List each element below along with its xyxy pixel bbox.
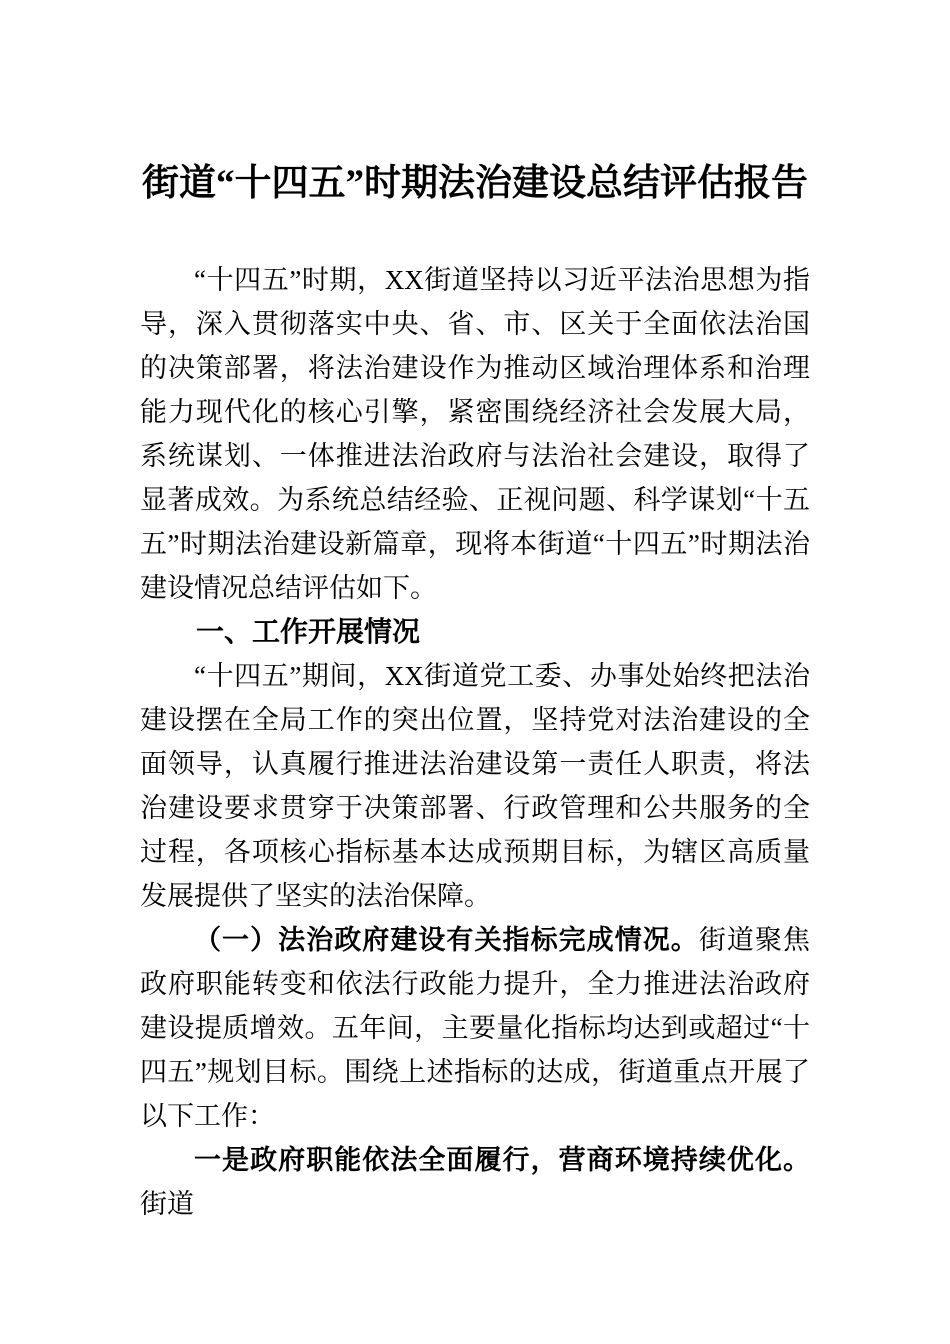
item-lead: 一是政府职能依法全面履行，营商环境持续优化。: [194, 1145, 810, 1175]
section-paragraph: [140, 654, 810, 918]
intro-paragraph: [140, 258, 810, 610]
intro-paragraph-text: “十四五”时期，XX街道坚持以习近平法治思想为指导，深入贯彻落实中央、省、市、区关于全面依法治国的决策部署，将法治建设作为推动区域治理体系和治理能力现代化的核心引擎，紧密围绕经济社会发展大局，系统谋划、一体推进法治政府与法治社会建设，取得了显著成效。为系统总结经验、正视问题、科学谋划“十五五”时期法治建设新篇章，现将本街道“十四五”时期法治建设情况总结评估如下。: [140, 265, 810, 603]
subsection-text: 街道聚焦政府职能转变和依法行政能力提升，全力推进法治政府建设提质增效。五年间，主要量化指标均达到或超过“十四五”规划目标。围绕上述指标的达成，街道重点开展了以下工作：: [140, 925, 811, 1131]
item-text: 街道: [140, 1189, 194, 1219]
document-body: [140, 258, 810, 1226]
subsection-lead: （一）法治政府建设有关指标完成情况。: [194, 925, 699, 955]
subsection-paragraph: [140, 918, 810, 1138]
item-paragraph: [140, 1138, 810, 1226]
document-title: 街道“十四五”时期法治建设总结评估报告: [142, 163, 808, 204]
section-paragraph-text: “十四五”期间，XX街道党工委、办事处始终把法治建设摆在全局工作的突出位置，坚持党对法治建设的全面领导，认真履行推进法治建设第一责任人职责，将法治建设要求贯穿于决策部署、行政管理和公共服务的全过程，各项核心指标基本达成预期目标，为辖区高质量发展提供了坚实的法治保障。: [140, 661, 810, 911]
section-heading-work-progress: 一、工作开展情况: [196, 616, 421, 647]
